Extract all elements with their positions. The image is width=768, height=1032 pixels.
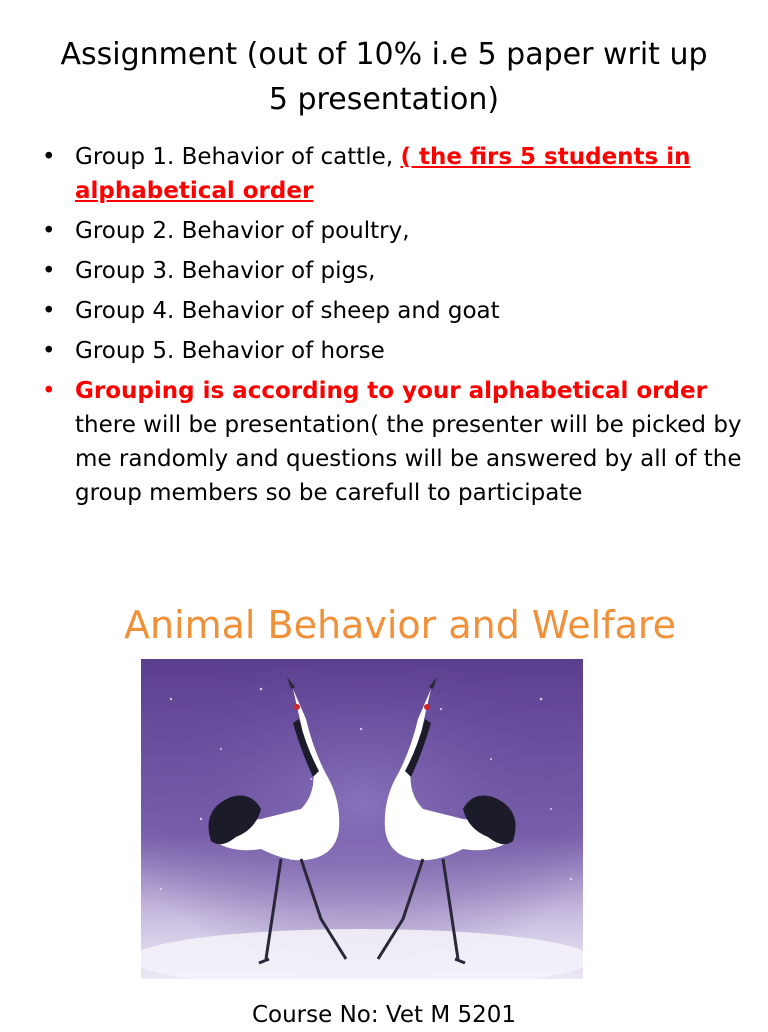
cranes-photo bbox=[141, 659, 583, 979]
bullet-icon: • bbox=[42, 258, 56, 284]
bullet-highlight: Grouping is according to your alphabetical order bbox=[75, 378, 707, 404]
list-item bbox=[42, 334, 742, 368]
slide-subtitle: Animal Behavior and Welfare bbox=[123, 603, 677, 647]
bullet-icon: • bbox=[42, 378, 56, 404]
list-item bbox=[42, 374, 742, 510]
list-item bbox=[42, 294, 742, 328]
bullet-icon: • bbox=[42, 338, 56, 364]
list-item bbox=[42, 254, 742, 288]
list-item bbox=[42, 140, 742, 208]
bullet-text: there will be presentation( the presenter will be picked by me randomly and questions will be answered by all of the group members so be carefull to participate bbox=[75, 412, 742, 506]
group-list bbox=[42, 140, 742, 516]
course-number: Course No: Vet M 5201 bbox=[251, 1002, 517, 1028]
bullet-text: Group 2. Behavior of poultry, bbox=[75, 218, 410, 244]
bullet-highlight: ( the firs 5 students in alphabetical order bbox=[75, 144, 691, 204]
list-item bbox=[42, 214, 742, 248]
title-line-1: Assignment (out of 10% i.e 5 paper writ up bbox=[60, 37, 708, 72]
cranes-illustration bbox=[141, 659, 583, 979]
bullet-icon: • bbox=[42, 298, 56, 324]
bullet-text: Group 5. Behavior of horse bbox=[75, 338, 385, 364]
bullet-icon: • bbox=[42, 218, 56, 244]
bullet-text: Group 4. Behavior of sheep and goat bbox=[75, 298, 500, 324]
bullet-text: Group 3. Behavior of pigs, bbox=[75, 258, 376, 284]
bullet-icon: • bbox=[42, 144, 56, 170]
bullet-text: Group 1. Behavior of cattle, bbox=[75, 144, 401, 170]
slide-title bbox=[40, 32, 728, 122]
title-line-2: 5 presentation) bbox=[268, 82, 500, 117]
